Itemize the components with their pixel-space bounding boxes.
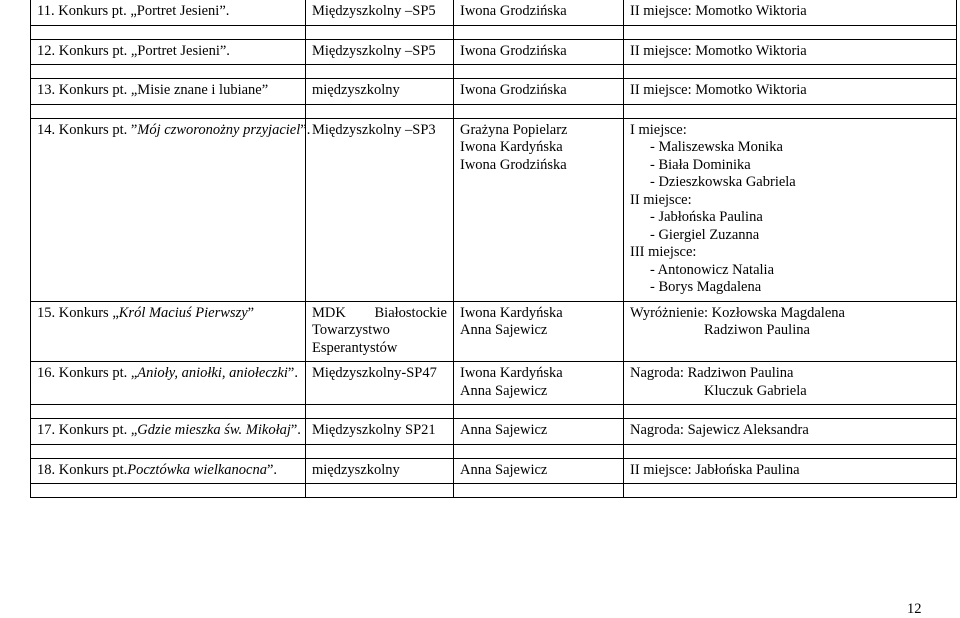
scope-cell: Międzyszkolny-SP47	[306, 362, 454, 405]
contest-cell: 15. Konkurs „Król Maciuś Pierwszy”	[31, 301, 306, 362]
result-cell: II miejsce: Momotko Wiktoria	[624, 79, 957, 105]
table-row	[31, 458, 957, 484]
table-row	[31, 118, 957, 301]
teacher-cell: Iwona Grodzińska	[454, 79, 624, 105]
teacher-cell: Iwona Grodzińska	[454, 39, 624, 65]
result-cell: II miejsce: Momotko Wiktoria	[624, 39, 957, 65]
teacher-cell: Iwona Kardyńska Anna Sajewicz	[454, 362, 624, 405]
contest-cell: 18. Konkurs pt.Pocztówka wielkanocna”.	[31, 458, 306, 484]
teacher-cell: Iwona Kardyńska Anna Sajewicz	[454, 301, 624, 362]
result-cell: Nagroda: Sajewicz Aleksandra	[624, 419, 957, 445]
table-row	[31, 79, 957, 105]
page-number: 12	[907, 601, 922, 617]
contest-cell: 16. Konkurs pt. „Anioły, aniołki, aniołeczki”.	[31, 362, 306, 405]
result-cell: Nagroda: Radziwon Paulina Kluczuk Gabriela	[624, 362, 957, 405]
result-cell: I miejsce: - Maliszewska Monika - Biała Dominika - Dzieszkowska Gabriela II miejsce: - Jabłońska Paulina - Giergiel Zuzanna III miejsce: - Antonowicz Natalia - Borys Magdalena	[624, 118, 957, 301]
contest-table	[30, 0, 957, 498]
result-cell: II miejsce: Jabłońska Paulina	[624, 458, 957, 484]
table-row	[31, 419, 957, 445]
scope-cell: Międzyszkolny –SP5	[306, 39, 454, 65]
table-row	[31, 39, 957, 65]
teacher-cell: Iwona Grodzińska	[454, 0, 624, 25]
scope-cell: międzyszkolny	[306, 79, 454, 105]
result-cell: Wyróżnienie: Kozłowska Magdalena Radziwon Paulina	[624, 301, 957, 362]
teacher-cell: Grażyna Popielarz Iwona Kardyńska Iwona Grodzińska	[454, 118, 624, 301]
table-row	[31, 301, 957, 362]
contest-cell: 17. Konkurs pt. „Gdzie mieszka św. Mikołaj”.	[31, 419, 306, 445]
result-cell: II miejsce: Momotko Wiktoria	[624, 0, 957, 25]
scope-cell: MDK Białostockie Towarzystwo Esperantystów	[306, 301, 454, 362]
teacher-cell: Anna Sajewicz	[454, 458, 624, 484]
scope-cell: Międzyszkolny –SP5	[306, 0, 454, 25]
contest-cell: 12. Konkurs pt. „Portret Jesieni”.	[31, 39, 306, 65]
scope-cell: międzyszkolny	[306, 458, 454, 484]
scope-cell: Międzyszkolny SP21	[306, 419, 454, 445]
teacher-cell: Anna Sajewicz	[454, 419, 624, 445]
table-row	[31, 0, 957, 25]
contest-cell: 11. Konkurs pt. „Portret Jesieni”.	[31, 0, 306, 25]
contest-cell: 13. Konkurs pt. „Misie znane i lubiane”	[31, 79, 306, 105]
table-row	[31, 362, 957, 405]
scope-cell: Międzyszkolny –SP3	[306, 118, 454, 301]
contest-cell: 14. Konkurs pt. ”Mój czworonożny przyjaciel”.	[31, 118, 306, 301]
